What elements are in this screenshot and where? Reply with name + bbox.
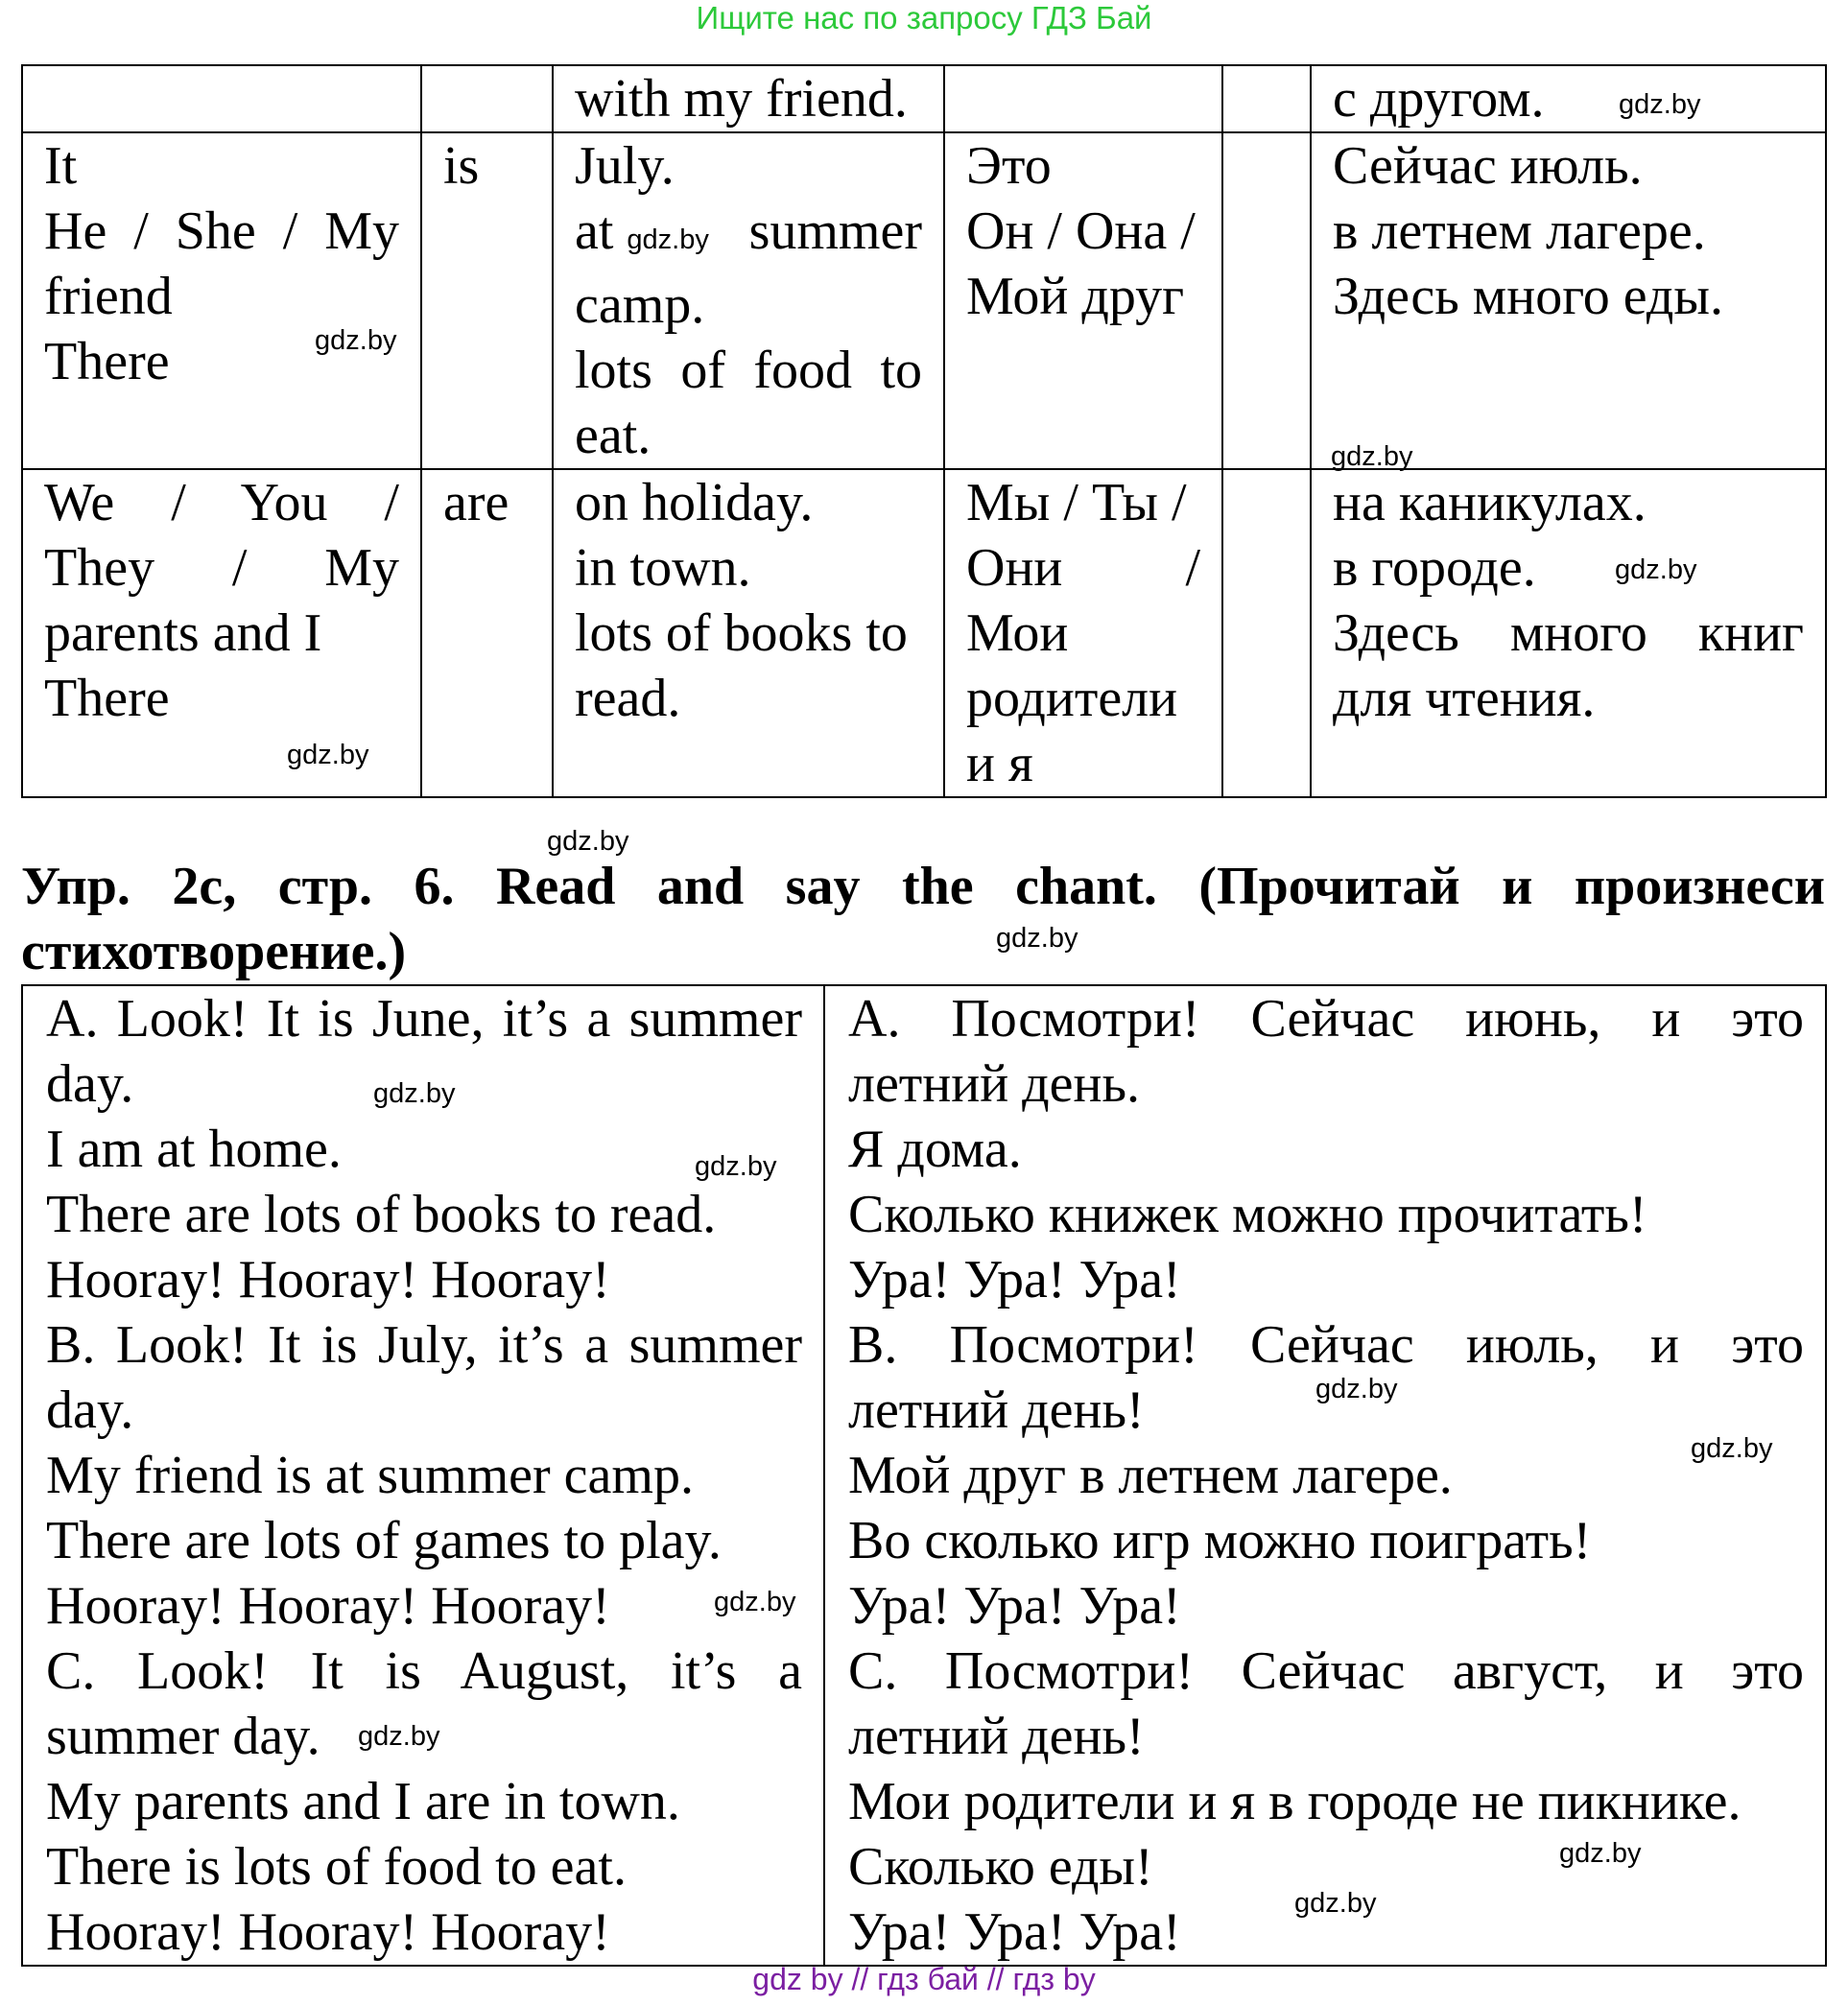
phrase-text: camp. [575,275,705,335]
watermark-text: gdz.by [1619,89,1701,120]
exercise-heading [21,854,1825,984]
watermark-text: gdz.by [1615,554,1697,585]
table-cell [1222,469,1311,797]
table-cell [944,469,1222,797]
translation-text: с другом. [1333,69,1545,129]
watermark-text: gdz.by [373,1078,456,1109]
translation-text: Здесь много еды. [1333,267,1724,326]
phrase-text: at [575,201,614,261]
ru-subject-text: Мои [966,603,1069,663]
chant-line: A. Посмотри! Сейчас июнь, и это [848,989,1804,1049]
top-banner: Ищите нас по запросу ГДЗ Бай [696,0,1152,35]
phrase-text: eat. [575,406,652,465]
table-cell [1222,132,1311,469]
verb-text: are [443,473,509,532]
watermark-text: gdz.by [1294,1888,1377,1919]
chant-line: C. Посмотри! Сейчас август, и это [848,1641,1804,1701]
subject-text: He / She / My [44,201,399,261]
phrase-text: July. [575,136,675,196]
watermark-text: gdz.by [358,1721,440,1752]
chant-line: летний день! [848,1707,1145,1766]
chant-line: summer day. [46,1707,320,1766]
chant-line: Во сколько игр можно поиграть! [848,1511,1592,1570]
heading-line: стихотворение.) [21,922,407,981]
table-cell [1311,469,1826,797]
ru-subject-text: родители [966,669,1178,728]
translation-text: Сейчас июль. [1333,136,1643,196]
watermark-text: gdz.by [547,826,629,857]
chant-line: day. [46,1380,134,1440]
chant-line: C. Look! It is August, it’s a [46,1641,802,1701]
subject-text: There [44,332,170,391]
subject-text: parents and I [44,603,322,663]
translation-text: на каникулах. [1333,473,1647,532]
chant-line: I am at home. [46,1120,342,1179]
phrase-line [575,199,922,272]
table-cell [22,132,421,469]
watermark-text: gdz.by [1691,1433,1773,1464]
grammar-table [21,64,1827,798]
ru-subject-text: Они / [966,538,1200,598]
phrase-text: lots of food to [575,341,922,400]
chant-line: Ура! Ура! Ура! [848,1250,1181,1309]
subject-text: It [44,136,78,196]
chant-line: A. Look! It is June, it’s a summer [46,989,802,1049]
chant-line: Сколько еды! [848,1837,1153,1897]
table-cell [22,65,421,132]
watermark-text: gdz.by [996,923,1078,954]
subject-text: friend [44,267,173,326]
chant-line: Hooray! Hooray! Hooray! [46,1576,610,1636]
translation-text: в летнем лагере. [1333,201,1706,261]
watermark-text: gdz.by [714,1587,796,1617]
phrase-text: on holiday. [575,473,814,532]
subject-text: There [44,669,170,728]
table-cell [944,132,1222,469]
table-cell [421,132,553,469]
watermark-text: gdz.by [1331,441,1413,472]
verb-text: is [443,136,480,196]
phrase-text: summer [748,201,922,261]
chant-line: My parents and I are in town. [46,1772,680,1831]
chant-line: B. Look! It is July, it’s a summer [46,1315,802,1375]
chant-line: Мои родители и я в городе не пикнике. [848,1772,1741,1831]
watermark-text: gdz.by [1315,1374,1398,1404]
subject-text: We / You / [44,473,399,532]
chant-line: летний день. [848,1054,1141,1114]
translation-text: для чтения. [1333,669,1596,728]
watermark-text: gdz.by [1559,1838,1642,1869]
chant-line: Ура! Ура! Ура! [848,1902,1181,1962]
translation-text: Здесь много книг [1333,603,1804,663]
table-cell [421,469,553,797]
chant-line: Сколько книжек можно прочитать! [848,1185,1647,1244]
chant-line: Я дома. [848,1120,1022,1179]
ru-subject-text: и я [966,734,1033,793]
table-cell [553,469,944,797]
table-row [22,132,1826,469]
chant-en-cell [22,985,824,1966]
subject-text: They / My [44,538,399,598]
chant-line: B. Посмотри! Сейчас июль, и это [848,1315,1804,1375]
table-cell [421,65,553,132]
phrase-text: with my friend. [575,69,908,129]
watermark-text: gdz.by [695,1151,777,1182]
table-cell [1222,65,1311,132]
table-cell [553,65,944,132]
heading-line: Упр. 2c, стр. 6. Read and say the chant. (Прочитай и произнеси [21,857,1825,916]
chant-line: There are lots of books to read. [46,1185,717,1244]
table-cell [1311,65,1826,132]
phrase-text: in town. [575,538,751,598]
table-row [22,65,1826,132]
watermark-text: gdz.by [627,224,709,255]
translation-text: в городе. [1333,538,1536,598]
ru-subject-text: Это [966,136,1052,196]
chant-line: Ура! Ура! Ура! [848,1576,1181,1636]
chant-line: My friend is at summer camp. [46,1446,694,1505]
chant-line: летний день! [848,1380,1145,1440]
chant-line: day. [46,1054,134,1114]
bottom-banner: gdz by // гдз бай // гдз by [752,1962,1096,1996]
watermark-text: gdz.by [315,325,397,356]
chant-line: Hooray! Hooray! Hooray! [46,1250,610,1309]
phrase-text: read. [575,669,681,728]
chant-line: There is lots of food to eat. [46,1837,627,1897]
watermark-text: gdz.by [287,740,369,770]
table-cell [553,132,944,469]
phrase-text: lots of books to [575,603,908,663]
chant-ru-cell [824,985,1826,1966]
table-cell [944,65,1222,132]
ru-subject-text: Мой друг [966,267,1185,326]
table-row [22,985,1826,1966]
ru-subject-text: Он / Она / [966,201,1196,261]
chant-line: Hooray! Hooray! Hooray! [46,1902,610,1962]
table-cell [1311,132,1826,469]
chant-table [21,984,1827,1967]
chant-line: Мой друг в летнем лагере. [848,1446,1453,1505]
chant-line: There are lots of games to play. [46,1511,722,1570]
ru-subject-text: Мы / Ты / [966,473,1187,532]
